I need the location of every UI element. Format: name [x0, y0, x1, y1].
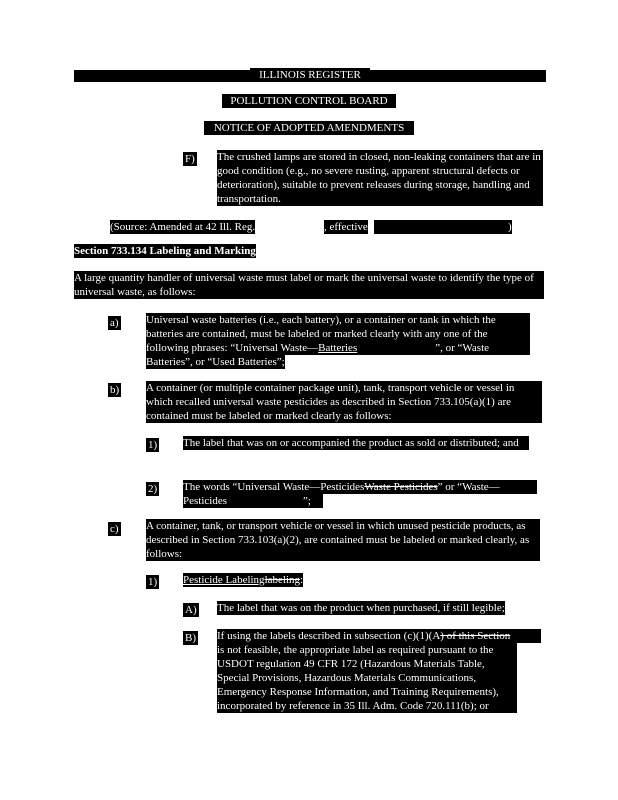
item-c-label: c)	[110, 523, 119, 535]
item-b-text: A container (or multiple container package unit), tank, transport vehicle or vessel in which recalled universal waste pesticides as described in Section 733.105(a)(1) are contained must be labeled or marked clearly as follows:	[146, 381, 542, 423]
item-c1b-text-a: If using the labels described in subsection (c)(1)(A	[217, 630, 441, 642]
item-a-line3	[146, 341, 530, 355]
item-b2-line2	[183, 494, 323, 508]
item-b1-label: 1)	[148, 439, 158, 451]
item-b2-pesticides: Pesticides	[183, 495, 227, 507]
item-c1-heading: Pesticide Labeling	[183, 574, 265, 586]
board-title: POLLUTION CONTROL BOARD	[222, 94, 396, 108]
item-c1a-text: The label that was on the product when purchased, if still legible;	[217, 602, 505, 614]
item-b2-line1	[183, 480, 537, 494]
item-a-line4: Batteries”, or “Used Batteries”;	[146, 356, 285, 368]
item-b2-words: The words “Universal Waste—Pesticides	[183, 481, 365, 493]
item-c1b-line1	[217, 629, 541, 643]
item-c1-label: 1)	[148, 576, 158, 588]
item-a-phrase: following phrases: “Universal Waste—	[146, 342, 319, 354]
source-date-redacted	[374, 220, 508, 234]
source-prefix: (Source: Amended at 42 Ill. Reg.	[110, 221, 256, 233]
item-b2-label: 2)	[148, 483, 158, 495]
item-b-label: b)	[110, 384, 120, 396]
item-a-batteries: Batteries	[318, 342, 358, 354]
item-c1-text	[183, 573, 303, 587]
item-a-label: a)	[110, 317, 119, 329]
item-c1b-struck: ) of this Section	[440, 630, 511, 642]
item-a-waste: ”, or “Waste	[435, 342, 490, 354]
section-title: Section 733.134 Labeling and Marking	[74, 245, 256, 257]
item-c-text: A container, tank, or transport vehicle or vessel in which unused pesticide products, as described in Section 733.103(a)(2), are contained must be labeled or marked clearly, as follows:	[146, 519, 540, 561]
item-b2-or: ” or “Waste—	[437, 481, 500, 493]
item-f-label: F)	[185, 153, 195, 165]
item-b1-text: The label that was on or accompanied the product as sold or distributed; and	[183, 436, 529, 450]
register-title: ILLINOIS REGISTER	[250, 68, 370, 82]
source-effective: , effective	[324, 221, 368, 233]
item-c1b-text: is not feasible, the appropriate label as required pursuant to the USDOT regulation 49 CFR 172 (Hazardous Materials Table, Special Provisions, Hazardous Materials Communications, Emergency Response Information, and Training Requirements), incorporated by reference in 35 Ill. Adm. Code 720.111(b); or	[217, 643, 517, 713]
item-c1a-label: A)	[185, 604, 197, 616]
intro-paragraph: A large quantity handler of universal waste must label or mark the universal waste to identify the type of universal waste, as follows:	[74, 271, 544, 299]
item-c1b-label: B)	[185, 632, 196, 644]
item-b2-struck: Waste Pesticides	[364, 481, 438, 493]
item-c1-colon: :	[300, 574, 304, 586]
notice-title: NOTICE OF ADOPTED AMENDMENTS	[204, 121, 414, 135]
source-close: )	[508, 221, 512, 233]
item-b2-end: ”;	[303, 495, 311, 507]
item-c1-struck: labeling	[264, 574, 300, 586]
item-a-text: Universal waste batteries (i.e., each battery), or a container or tank in which the batteries are contained, must be labeled or marked clearly with any one of the	[146, 313, 530, 341]
item-f-text: The crushed lamps are stored in closed, non-leaking containers that are in good condition (e.g., no severe rusting, apparent structural defects or deterioration), suitable to prevent releases during storage, handling and transportation.	[217, 150, 543, 206]
